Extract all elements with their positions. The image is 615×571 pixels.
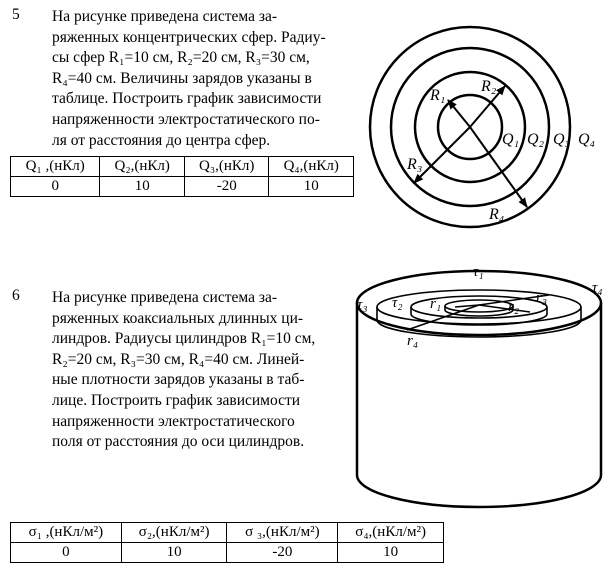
table-header-cell: σ₄,(нКл/м²) [338, 523, 444, 543]
cylinder-3-top [377, 290, 581, 324]
problem-5-line: ля от расстояния до центра сфер. [52, 131, 271, 149]
label-r1: R₁ [430, 87, 446, 104]
problem-5-line: напряженности электростатического по- [52, 110, 320, 128]
label-tau2: τ₂ [392, 295, 403, 311]
problem-5-line: R₄=40 см. Величины зарядов указаны в [52, 69, 312, 87]
radius-r1-arrow [448, 100, 470, 127]
label-r3: R₃ [407, 156, 423, 173]
problem-5-line: ряженных концентрических сфер. Радиу- [52, 28, 326, 46]
table-cell: 10 [100, 177, 185, 197]
label-q2: Q₂ [527, 131, 545, 148]
problem-6-line: линдров. Радиусы цилиндров R₁=10 см, [52, 330, 316, 348]
label-q4: Q₄ [578, 131, 596, 148]
table-header-cell: Q₃,(нКл) [184, 157, 269, 177]
problem-5-number: 5 [12, 6, 20, 23]
label-r4-cyl: r₄ [407, 333, 419, 349]
label-tau4: τ₄ [592, 280, 603, 296]
table-cell: 0 [11, 177, 100, 197]
problem-6-line: ные плотности зарядов указаны в таб- [52, 371, 305, 389]
table-cell: 10 [121, 543, 227, 563]
table-cell: -20 [227, 543, 338, 563]
problem-6-line: R₂=20 см, R₃=30 см, R₄=40 см. Линей- [52, 350, 305, 368]
problem-5-line: таблице. Построить график зависимости [52, 90, 322, 108]
problem-5-line: На рисунке приведена система за- [52, 8, 277, 25]
problem-6-line: ряженных коаксиальных длинных ци- [52, 309, 304, 327]
table-header-cell: σ₂,(нКл/м²) [121, 523, 227, 543]
table-cell: -20 [184, 177, 269, 197]
coaxial-cylinders-figure [357, 264, 603, 507]
table-header-cell: σ₁ ,(нКл/м²) [11, 523, 122, 543]
problem-6-number: 6 [12, 287, 20, 304]
problem-6-line: лице. Построить график зависимости [52, 391, 301, 409]
outer-cylinder-bottom [357, 303, 601, 507]
problem-5-line: сы сфер R₁=10 см, R₂=20 см, R₃=30 см, [52, 49, 310, 67]
concentric-spheres-figure [370, 27, 595, 227]
label-r2: R₂ [481, 78, 497, 95]
table-cell: 0 [11, 543, 122, 563]
label-r1-cyl: r₁ [430, 296, 442, 312]
table-cell: 10 [269, 177, 354, 197]
problem-6-line: напряженности электростатического [52, 412, 295, 430]
label-q1: Q₁ [502, 131, 520, 148]
label-r3-cyl: r₃ [536, 290, 548, 306]
label-tau3: τ₃ [357, 297, 368, 313]
radius-r2-line [479, 305, 530, 312]
table-header-cell: Q₁ ,(нКл) [11, 157, 100, 177]
table-header-cell: Q₂,(нКл) [100, 157, 185, 177]
label-tau1: τ₁ [473, 264, 484, 280]
table-cell: 10 [338, 543, 444, 563]
problem-6-line: поля от расстояния до оси цилиндров. [52, 433, 305, 451]
table-header-cell: σ ₃,(нКл/м²) [227, 523, 338, 543]
problem-6-line: На рисунке приведена система за- [52, 289, 277, 306]
label-q3: Q₃ [553, 131, 571, 148]
label-r2-cyl: r₂ [508, 299, 520, 315]
label-r4: R₄ [489, 206, 505, 223]
table-header-cell: Q₄,(нКл) [269, 157, 354, 177]
